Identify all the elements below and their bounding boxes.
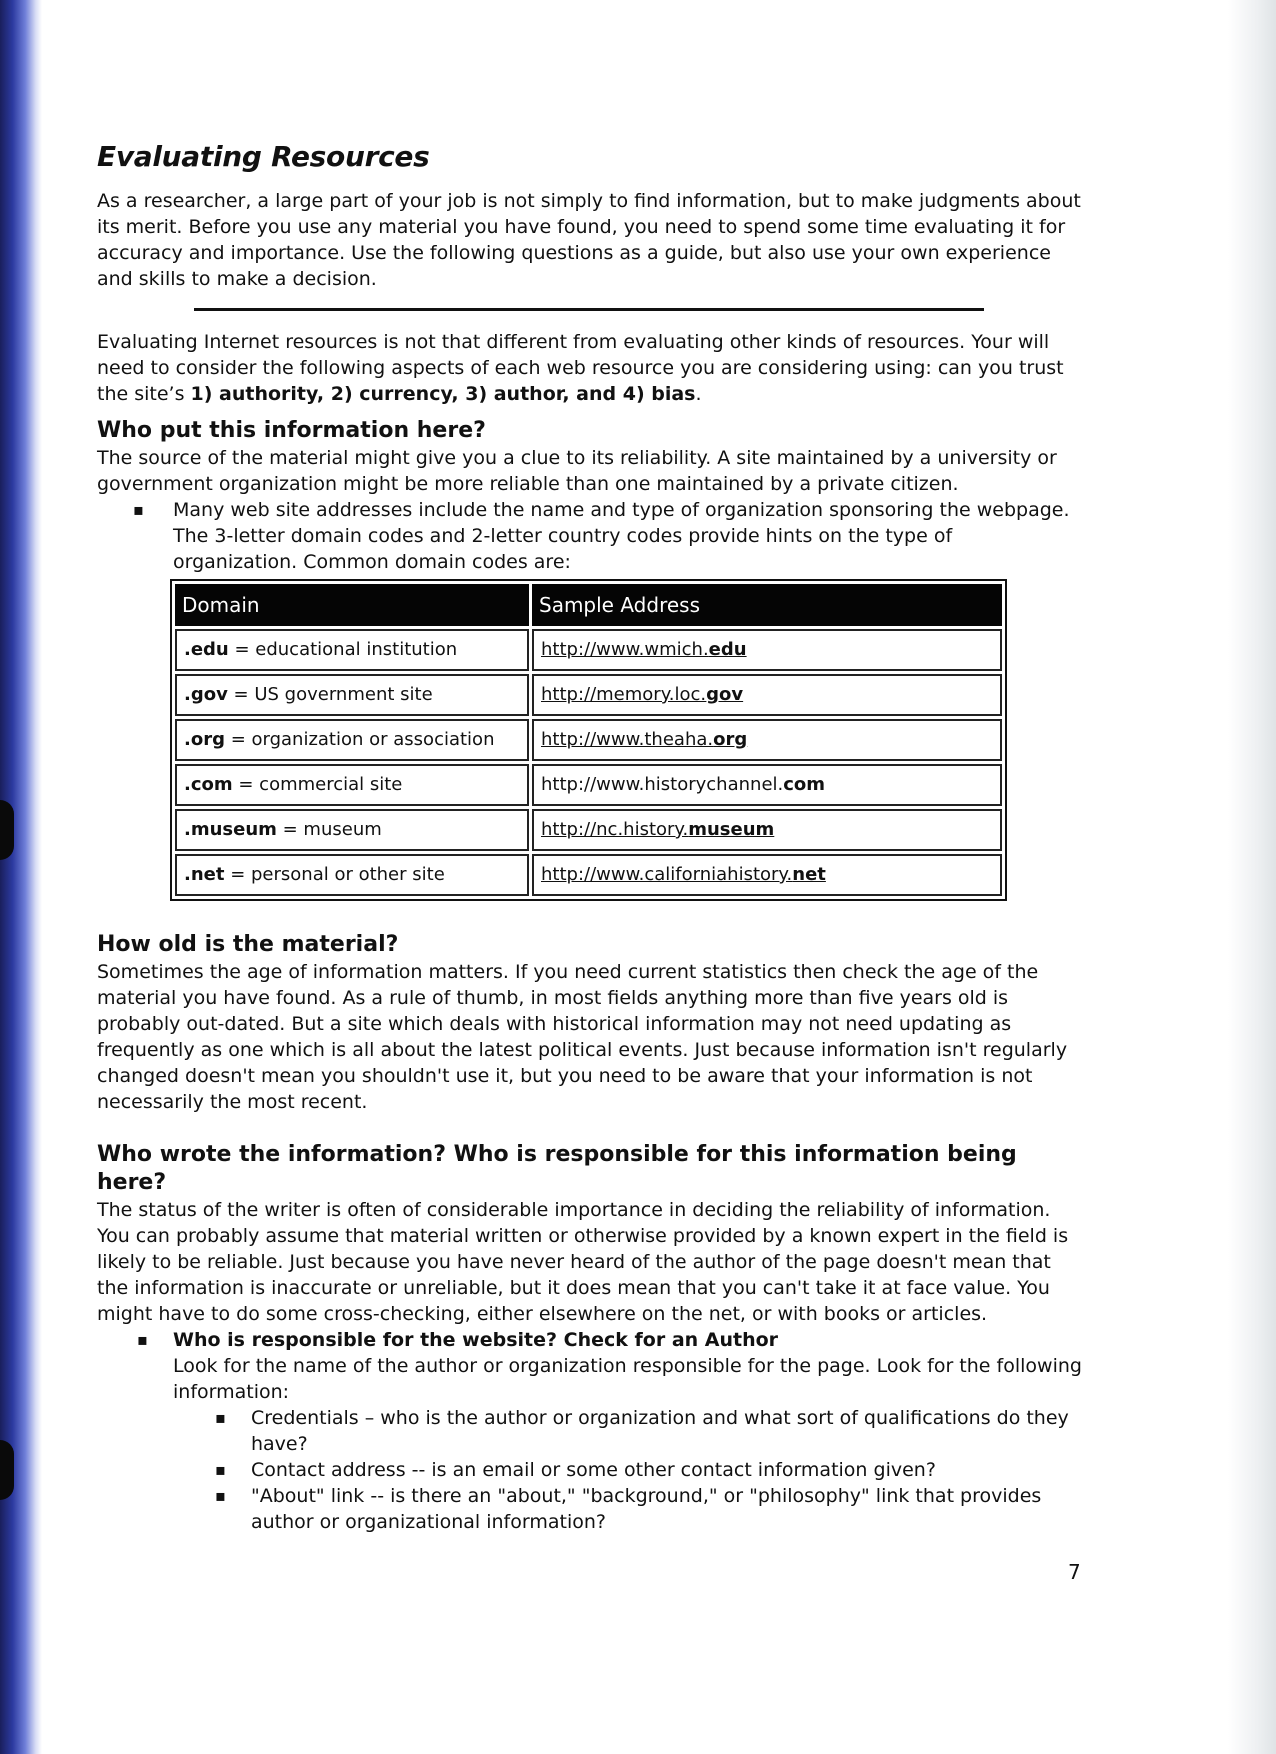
domain-code: .net <box>184 864 225 885</box>
domain-codes-table <box>170 579 1007 901</box>
table-row <box>175 719 1002 761</box>
table-row <box>175 809 1002 851</box>
table-row <box>175 674 1002 716</box>
domain-cell <box>175 854 529 896</box>
domain-desc: = educational institution <box>228 639 458 660</box>
how-old-body: Sometimes the age of information matters. If you need current statistics then check the age of the material you have found. As a rule of thumb, in most fields anything more than five years old is probably out-dated. But a site which deals with historical information may not need updating as frequently as one which is all about the latest political events. Just because information isn't regularly changed doesn't mean you shouldn't use it, but you need to be aware that your information is not necessarily the most recent. <box>97 961 1068 1113</box>
table-row <box>175 854 1002 896</box>
domain-desc: = US government site <box>227 684 433 705</box>
domain-code: .org <box>184 729 225 750</box>
internet-intro-paragraph <box>97 329 1082 407</box>
document-page <box>97 140 1082 1535</box>
address-link[interactable] <box>532 854 1002 896</box>
domain-cell <box>175 719 529 761</box>
domain-code: .com <box>184 774 233 795</box>
section-who-wrote <box>97 1141 1082 1535</box>
domain-code: .edu <box>184 639 229 660</box>
address-base: http://memory.loc. <box>541 684 707 705</box>
author-bullet-heading: Who is responsible for the website? Check for an Author <box>173 1329 779 1351</box>
address-link[interactable] <box>532 674 1002 716</box>
heading-who-put: Who put this information here? <box>97 418 486 443</box>
address-base: http://www.historychannel. <box>541 774 784 795</box>
heading-how-old: How old is the material? <box>97 932 399 957</box>
who-put-body: The source of the material might give you a clue to its reliability. A site maintained by a university or government organization might be more reliable than one maintained by a private citizen. <box>97 447 1057 495</box>
domain-cell <box>175 629 529 671</box>
domain-cell <box>175 674 529 716</box>
address-tld: org <box>713 729 748 750</box>
header-sample-address: Sample Address <box>532 584 1002 626</box>
author-bullet <box>97 1327 1082 1405</box>
header-domain: Domain <box>175 584 529 626</box>
internet-intro-bold: 1) authority, 2) currency, 3) author, and 4) bias <box>190 383 696 405</box>
binder-hole <box>0 1440 14 1500</box>
author-bullet-body: Look for the name of the author or organization responsible for the page. Look for the following information: <box>173 1355 1082 1403</box>
address-base: http://www.theaha. <box>541 729 714 750</box>
heading-who-wrote: Who wrote the information? Who is responsible for this information being here? <box>97 1142 1017 1195</box>
list-item: ▪ "About" link -- is there an "about," "background," or "philosophy" link that provides author or organizational information? <box>97 1483 1082 1535</box>
horizontal-rule <box>194 308 984 311</box>
scan-shadow-right <box>1228 0 1276 1754</box>
table-row <box>175 764 1002 806</box>
address-tld: edu <box>708 639 747 660</box>
table-header-row <box>175 584 1002 626</box>
page-number: 7 <box>1068 1560 1081 1584</box>
who-put-bullet-list <box>97 497 1082 575</box>
who-wrote-body: The status of the writer is often of considerable importance in deciding the reliability of information. You can probably assume that material written or otherwise provided by a known expert in the field is likely to be reliable. Just because you have never heard of the author of the page doesn't mean that the information is inaccurate or unreliable, but it does mean that you can't take it at face value. You might have to do some cross-checking, either elsewhere on the net, or with books or articles. <box>97 1199 1069 1325</box>
domain-desc: = museum <box>276 819 382 840</box>
domain-code: .museum <box>184 819 277 840</box>
address-link[interactable] <box>532 629 1002 671</box>
page-title: Evaluating Resources <box>97 140 430 173</box>
address-link[interactable] <box>532 809 1002 851</box>
address-tld: museum <box>688 819 775 840</box>
binder-hole <box>0 800 14 860</box>
address-tld: net <box>792 864 826 885</box>
domain-desc: = personal or other site <box>224 864 445 885</box>
intro-paragraph: As a researcher, a large part of your job is not simply to find information, but to make judgments about its merit. Before you use any material you have found, you need to spend some time evaluating it for accuracy and importance. Use the following questions as a guide, but also use your own experience and skills to make a decision. <box>97 190 1081 290</box>
table-row <box>175 629 1002 671</box>
domain-desc: = commercial site <box>232 774 403 795</box>
internet-intro-end: . <box>695 383 702 405</box>
internet-intro-text: Evaluating Internet resources is not that different from evaluating other kinds of resources. Your will need to consider the following aspects of each web resource you are considering using: can you trust the site’s <box>97 331 1064 405</box>
address-link[interactable] <box>532 719 1002 761</box>
domain-desc: = organization or association <box>224 729 495 750</box>
address-base: http://nc.history. <box>541 819 689 840</box>
address-base: http://www.californiahistory. <box>541 864 793 885</box>
list-item: ▪ Many web site addresses include the name and type of organization sponsoring the webpage. The 3-letter domain codes and 2-letter country codes provide hints on the type of organization. Common domain codes are: <box>97 497 1082 575</box>
address-text <box>532 764 1002 806</box>
list-item: ▪ Contact address -- is an email or some other contact information given? <box>97 1457 1082 1483</box>
address-tld: gov <box>706 684 744 705</box>
address-base: http://www.wmich. <box>541 639 709 660</box>
address-tld: com <box>783 774 826 795</box>
domain-cell <box>175 764 529 806</box>
author-sub-bullets <box>97 1405 1082 1535</box>
section-how-old <box>97 931 1082 1115</box>
domain-cell <box>175 809 529 851</box>
list-item: ▪ Credentials – who is the author or organization and what sort of qualifications do they have? <box>97 1405 1082 1457</box>
bullet-square-icon: ▪ <box>137 1330 148 1349</box>
domain-code: .gov <box>184 684 228 705</box>
